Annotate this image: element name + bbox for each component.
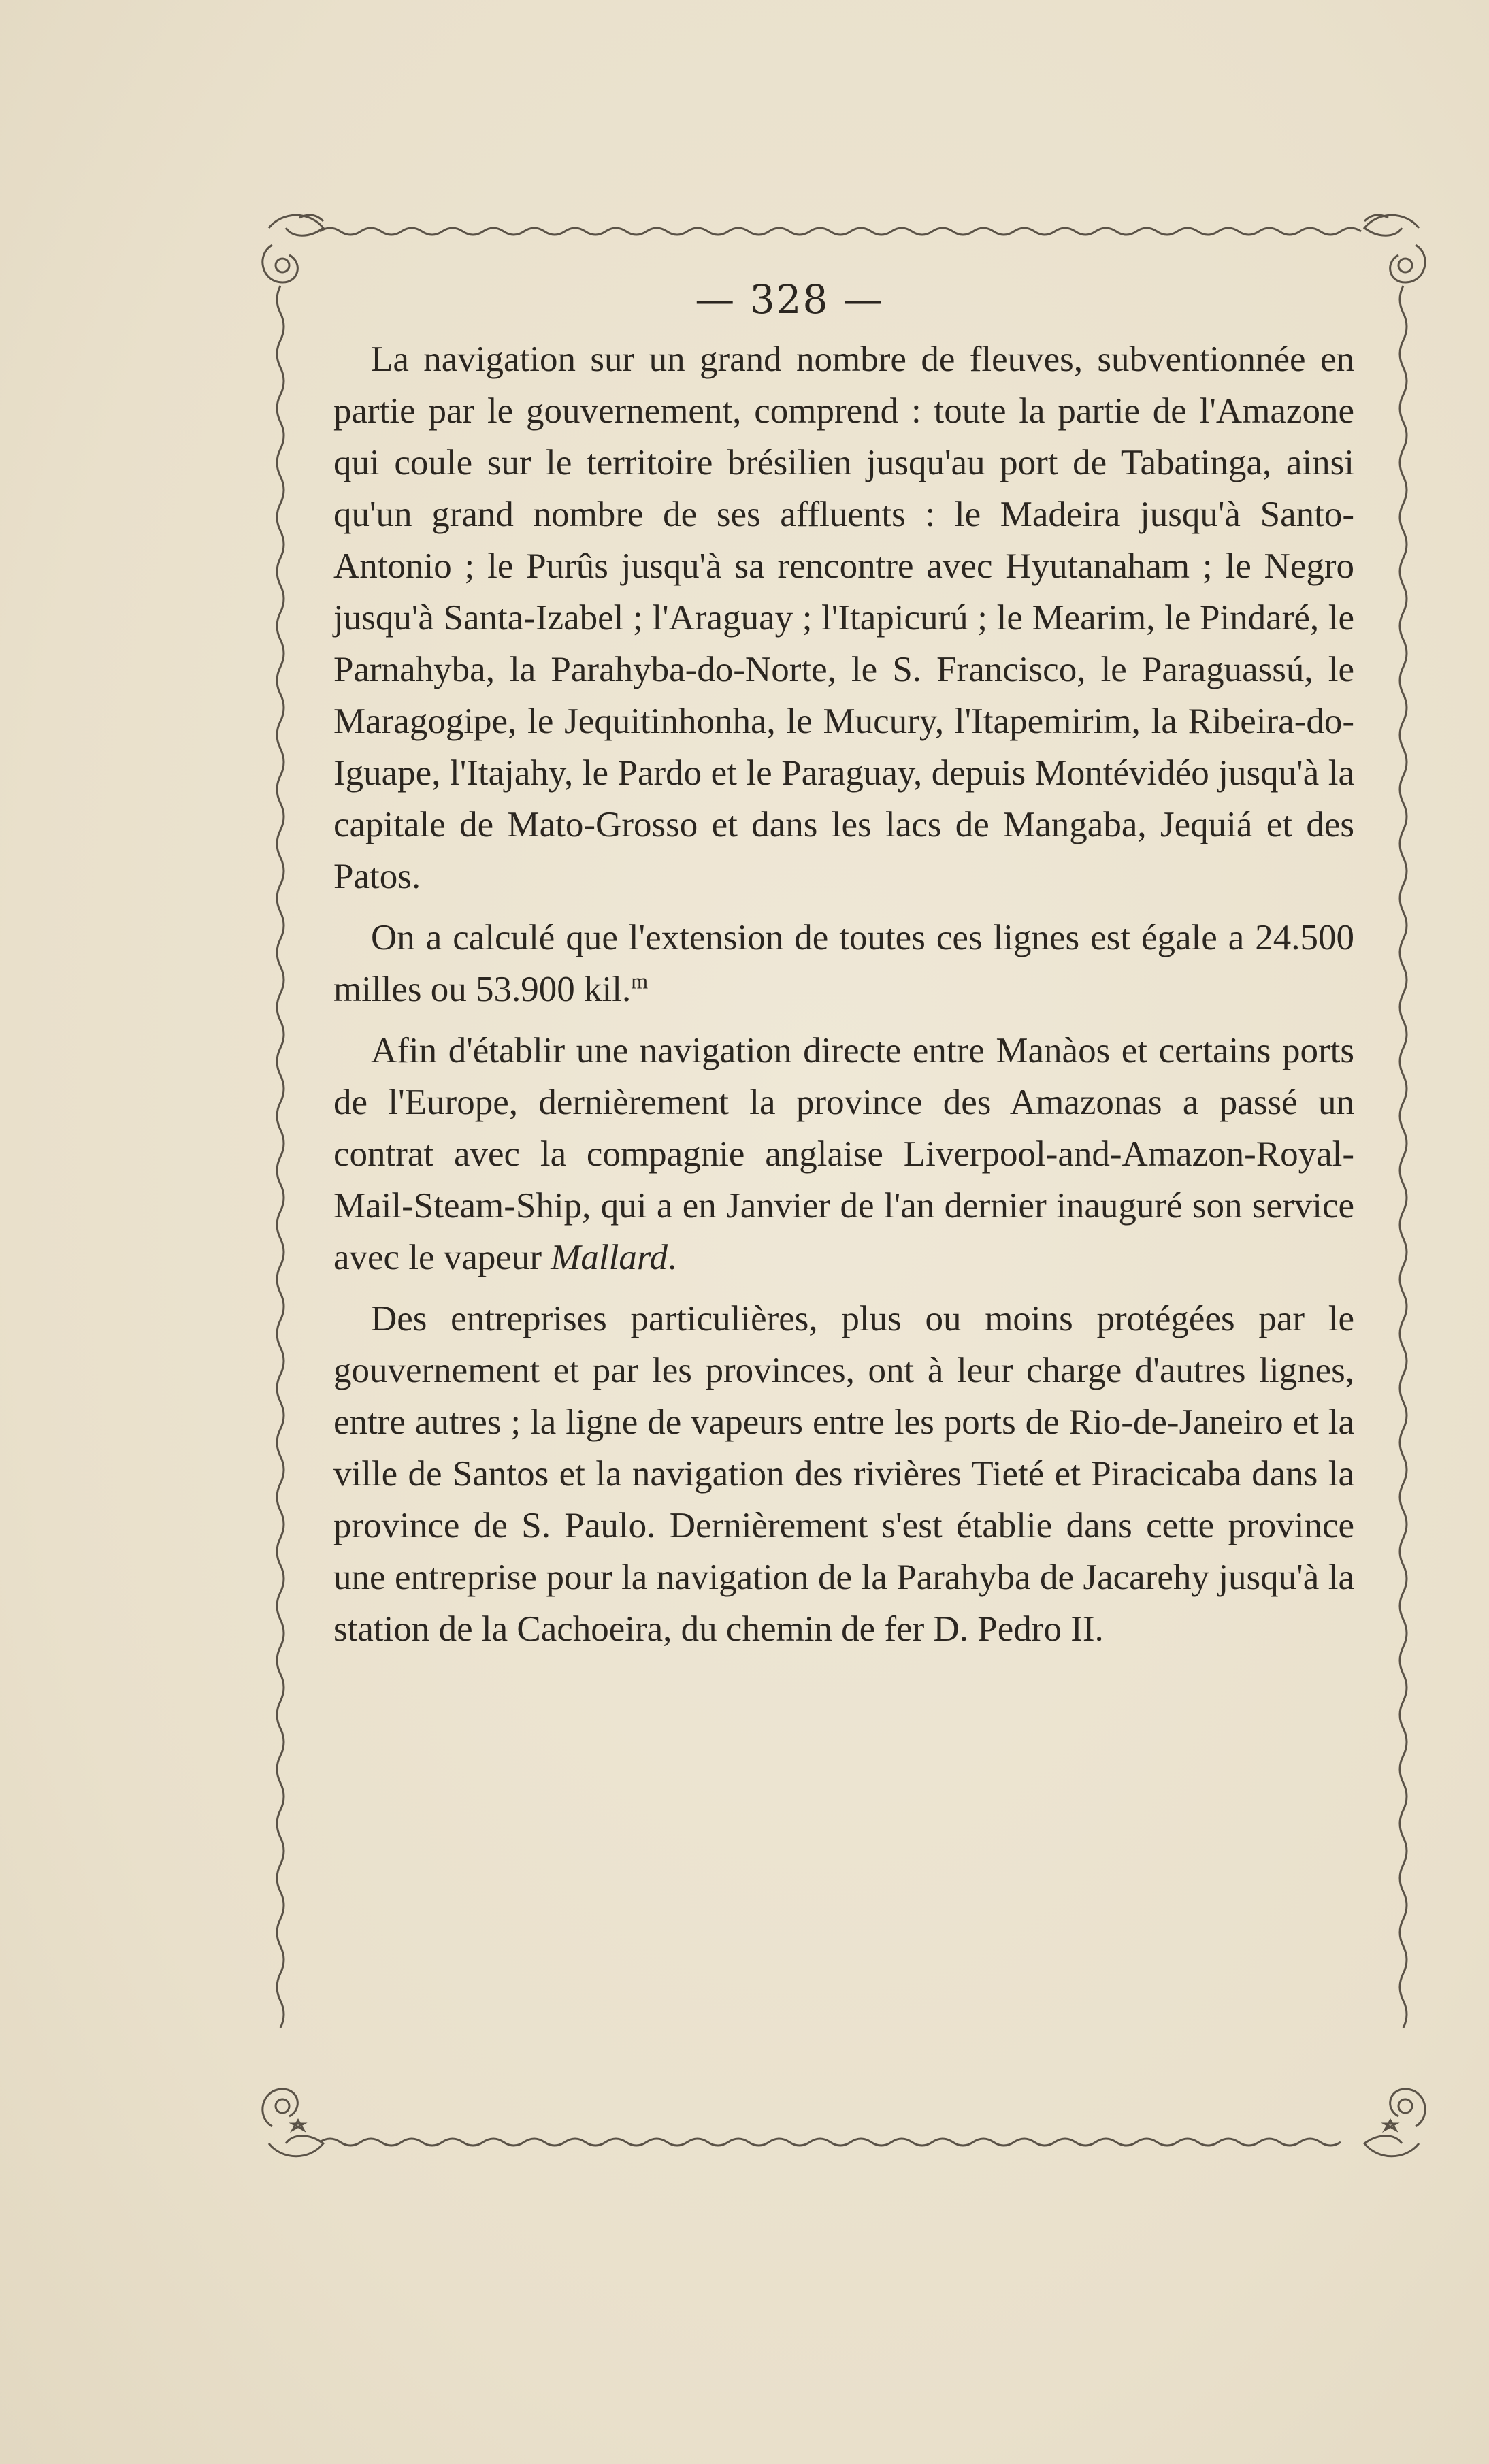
paragraph-extension-text: On a calculé que l'extension de toutes ces lignes est égale a 24.500 milles ou 53.900 kil.	[333, 918, 1354, 1009]
body-text	[333, 333, 1354, 1664]
corner-ornament-bottom-left	[263, 2089, 323, 2156]
steamer-name: Mallard	[551, 1238, 668, 1277]
paragraph-private-enterprises: Des entreprises particulières, plus ou moins protégées par le gouvernement et par les provinces, ont à leur charge d'autres lignes, entre autres ; la ligne de vapeurs entre les ports de Rio-de-Janeiro et la ville de Santos et la navigation des rivières Tieté et Piracicaba dans la province de S. Paulo. Dernièrement s'est établie dans cette province une entreprise pour la navigation de la Parahyba de Jacarehy jusqu'à la station de la Cachoeira, du chemin de fer D. Pedro II.	[333, 1299, 1354, 1649]
top-border-rule	[320, 228, 1361, 235]
left-border-rule	[277, 286, 284, 2028]
page-number: — 328 —	[695, 276, 884, 323]
bottom-border-rule	[320, 2139, 1341, 2146]
right-border-rule	[1400, 286, 1407, 2028]
paragraph-extension	[333, 912, 1354, 1015]
corner-ornament-bottom-right	[1364, 2089, 1425, 2156]
paragraph-navigation-rivers: La navigation sur un grand nombre de fleuves, subventionnée en partie par le gouvernement, comprend : toute la partie de l'Amazone qui coule sur le territoire brésilien jusqu'au port de Tabatinga, ainsi qu'un grand nombre de ses affluents : le Madeira jusqu'à Santo-Antonio ; le Purûs jusqu'à sa rencontre avec Hyutanaham ; le Negro jusqu'à Santa-Izabel ; l'Araguay ; l'Itapicurú ; le Mearim, le Pindaré, le Parnahyba, la Parahyba-do-Norte, le S. Francisco, le Paraguassú, le Maragogipe, le Jequitinhonha, le Mucury, l'Itapemirim, la Ribeira-do-Iguape, l'Itajahy, le Pardo et le Paraguay, depuis Montévidéo jusqu'à la capitale de Mato-Grosso et dans les lacs de Mangaba, Jequiá et des Patos.	[333, 340, 1354, 896]
corner-ornament-top-right	[1364, 215, 1425, 282]
paragraph-direct-navigation	[333, 1025, 1354, 1283]
corner-ornament-top-left	[263, 215, 323, 282]
paragraph-direct-navigation-end: .	[668, 1238, 677, 1277]
kilometre-superscript: m	[631, 968, 649, 993]
paragraph-direct-navigation-text: Afin d'établir une navigation directe entre Manàos et certains ports de l'Europe, dernièrement la province des Amazonas a passé un contrat avec la compagnie anglaise Liverpool-and-Amazon-Royal-Mail-Steam-Ship, qui a en Janvier de l'an dernier inauguré son service avec le vapeur	[333, 1031, 1354, 1277]
